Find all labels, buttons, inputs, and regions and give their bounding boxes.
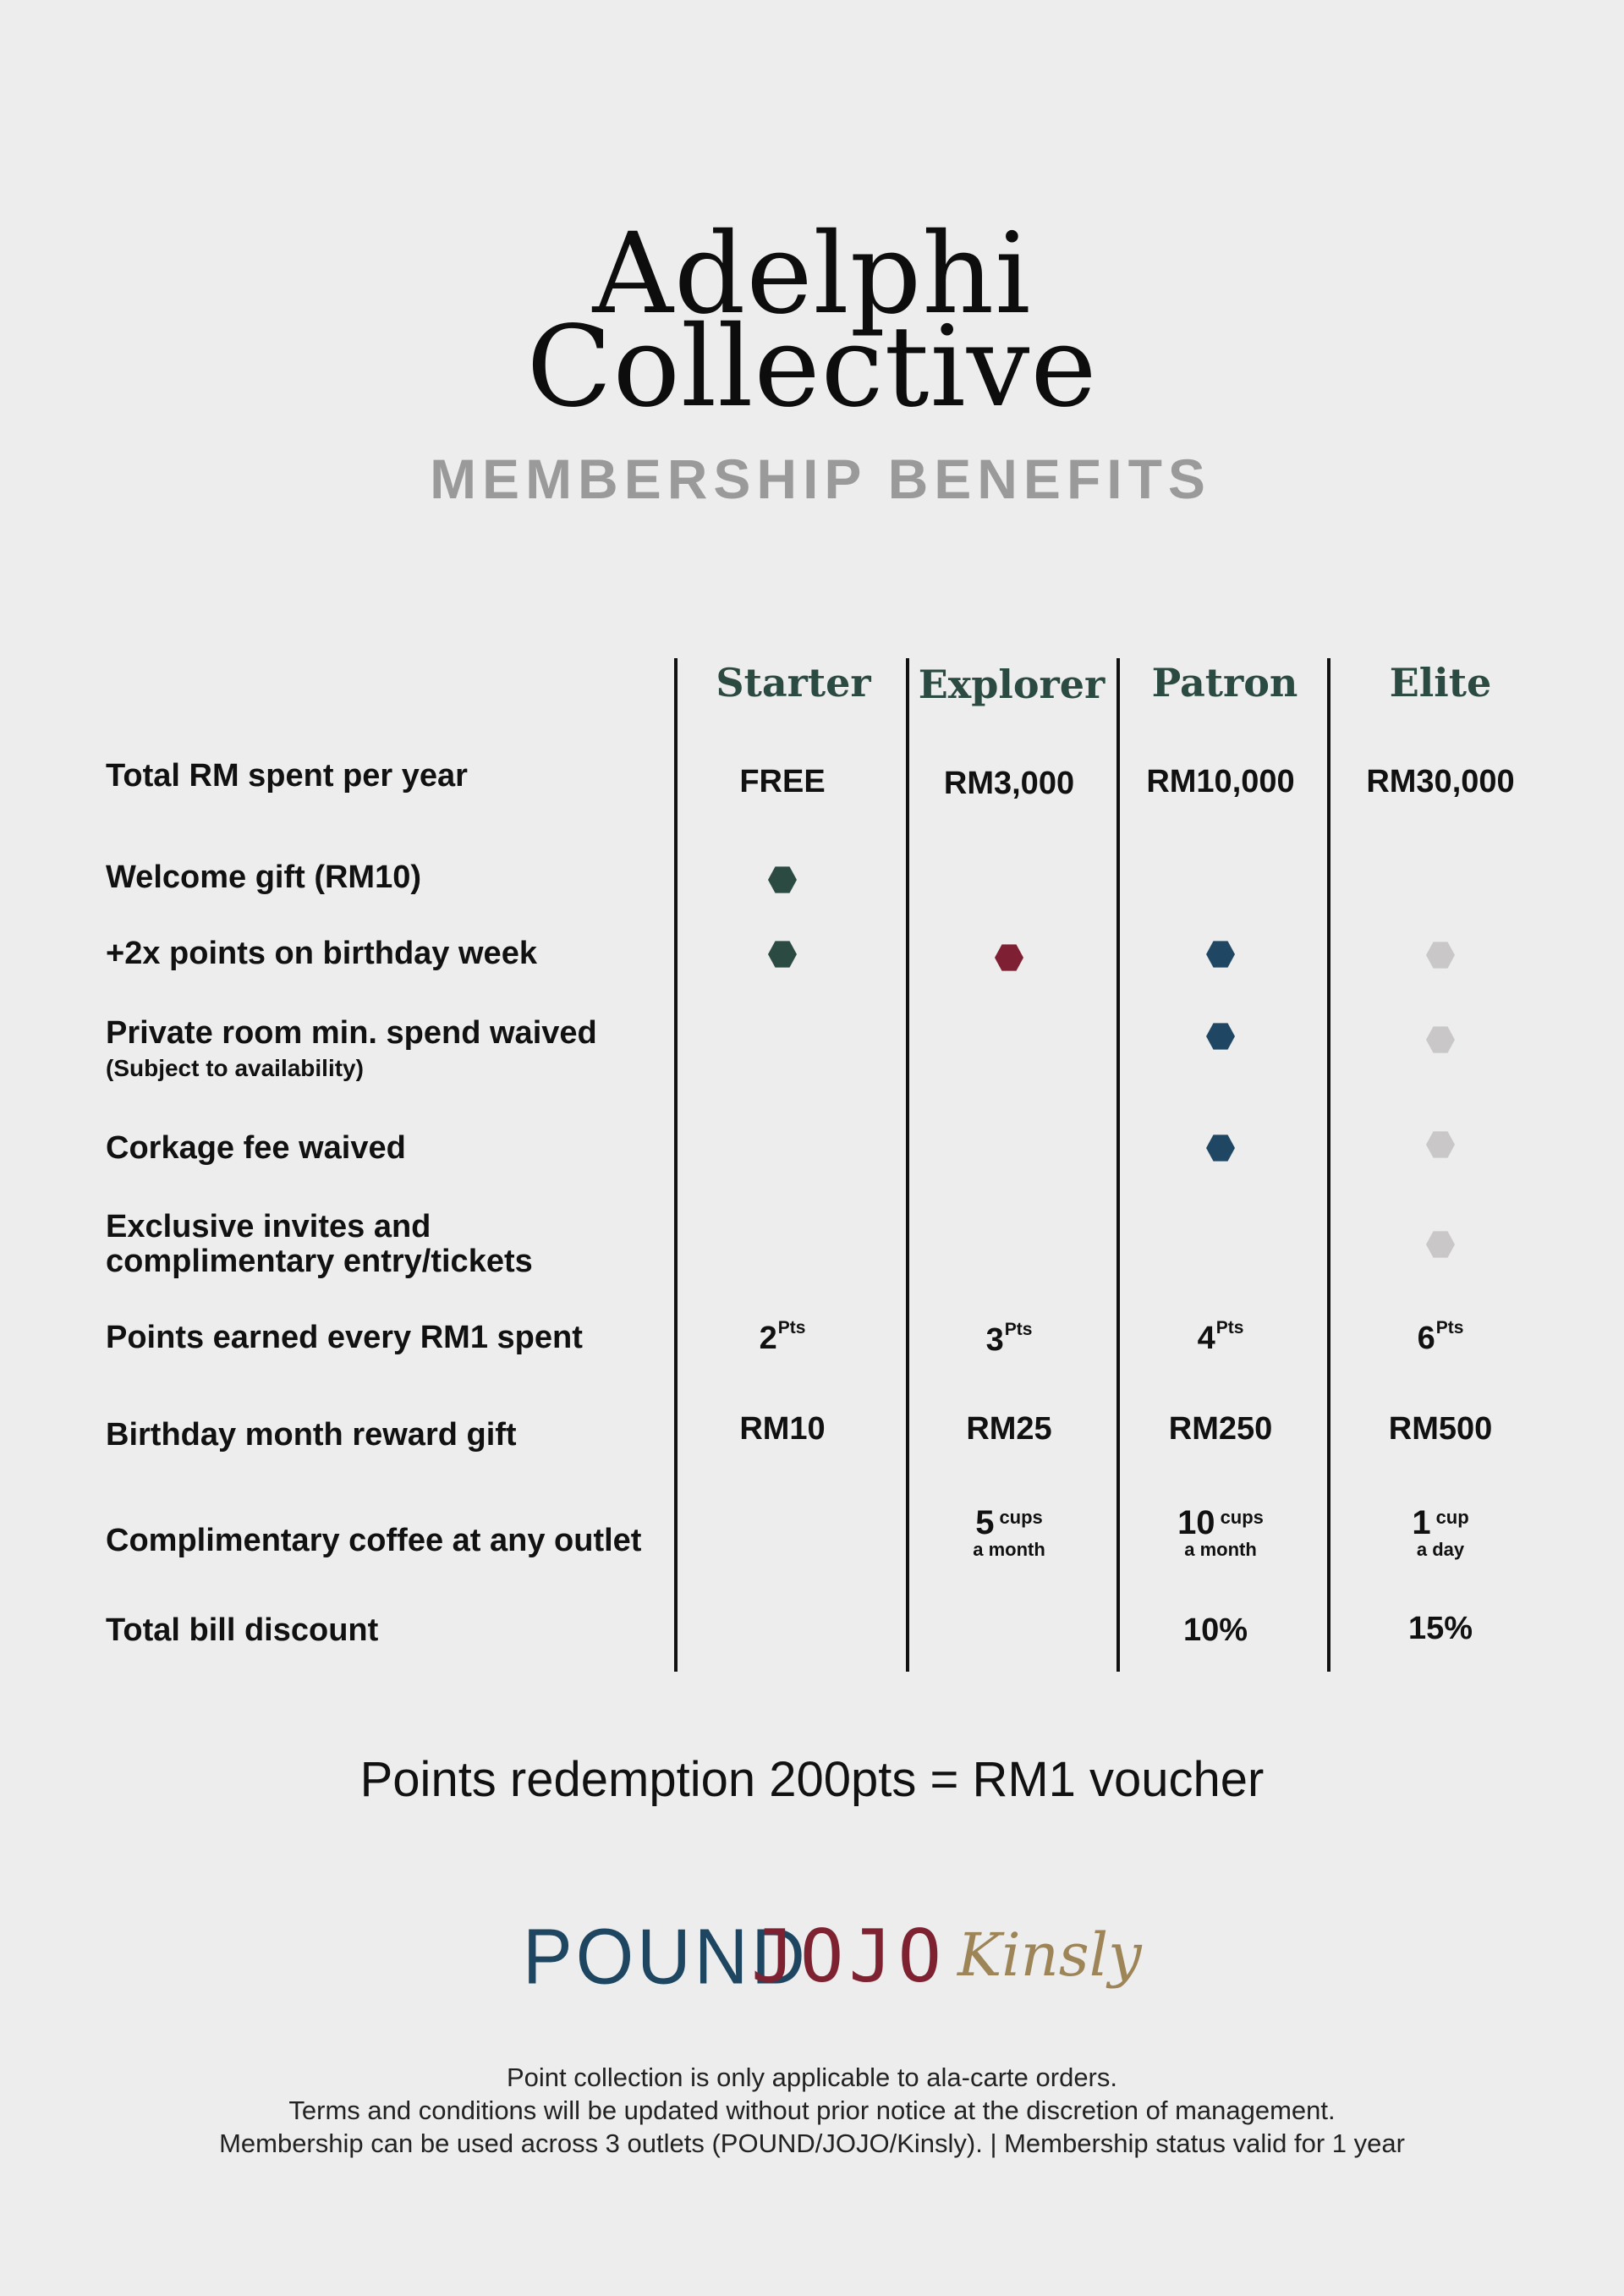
tier-header-patron: Patron <box>1151 660 1298 706</box>
footer-line-1: Point collection is only applicable to ala-carte orders. <box>507 2063 1117 2092</box>
birthday-points-elite-check-icon <box>1426 941 1455 969</box>
private-room-note: (Subject to availability) <box>106 1055 364 1081</box>
row-label-bill-discount: Total bill discount <box>106 1612 379 1648</box>
coffee-patron: 10 $^{cups}$ a month <box>1177 1504 1264 1560</box>
row-label-birthday-points: +2x points on birthday week <box>106 936 537 971</box>
bill-discount-elite: 15% <box>1407 1611 1473 1646</box>
tier-header-starter: Starter <box>716 660 871 706</box>
corkage-patron-check-icon <box>1206 1134 1235 1162</box>
row-label-points-earned: Points earned every RM1 spent <box>106 1320 583 1355</box>
points-earned-elite: $6^{Pts}$ <box>1417 1318 1464 1356</box>
total-spent-starter: FREE <box>739 764 826 799</box>
birthday-points-explorer-check-icon <box>995 943 1023 972</box>
tier-header-elite: Elite <box>1389 660 1492 706</box>
birthday-gift-elite: RM500 <box>1388 1411 1493 1447</box>
birthday-gift-starter: RM10 <box>739 1411 826 1447</box>
coffee-elite: 1 $^{cup}$ a day <box>1412 1504 1469 1560</box>
jojo-logo: JOJO <box>751 1914 947 1999</box>
coffee-explorer: 5 $^{cups}$ a month <box>973 1504 1045 1560</box>
points-earned-explorer: $3^{Pts}$ <box>985 1320 1033 1358</box>
private-room-patron-check-icon <box>1206 1022 1235 1051</box>
footer-line-3: Membership can be used across 3 outlets (POUND/JOJO/Kinsly). | Membership status valid for 1 year <box>219 2128 1405 2158</box>
points-redemption-text: Points redemption 200pts = RM1 voucher <box>359 1752 1265 1807</box>
row-label-exclusive-invites <box>106 1210 533 1279</box>
total-spent-elite: RM30,000 <box>1366 764 1515 799</box>
private-room-label: Private room min. spend waived <box>106 1015 597 1051</box>
exclusive-invites-line-2: complimentary entry/tickets <box>106 1244 533 1280</box>
row-label-birthday-gift: Birthday month reward gift <box>106 1417 517 1453</box>
total-spent-explorer: RM3,000 <box>943 766 1075 801</box>
birthday-gift-explorer: RM25 <box>966 1411 1052 1447</box>
points-earned-starter: $2^{Pts}$ <box>759 1318 806 1356</box>
bill-discount-patron: 10% <box>1182 1612 1248 1648</box>
private-room-elite-check-icon <box>1426 1025 1455 1054</box>
total-spent-patron: RM10,000 <box>1146 764 1295 799</box>
row-label-private-room <box>106 1015 597 1082</box>
row-label-total-spent: Total RM spent per year <box>106 758 468 794</box>
birthday-points-patron-check-icon <box>1206 940 1235 969</box>
points-earned-patron: $4^{Pts}$ <box>1197 1318 1244 1356</box>
welcome-gift-starter-check-icon <box>768 865 797 894</box>
row-label-corkage: Corkage fee waived <box>106 1130 406 1166</box>
birthday-points-starter-check-icon <box>768 940 797 969</box>
tier-header-explorer: Explorer <box>918 662 1106 707</box>
column-divider <box>674 658 678 1672</box>
birthday-gift-patron: RM250 <box>1168 1411 1273 1447</box>
brand-name-line-1: Adelphi <box>592 209 1032 339</box>
kinsly-logo: Kinsly <box>957 1920 1142 1990</box>
exclusive-invites-elite-check-icon <box>1426 1230 1455 1259</box>
row-label-welcome-gift: Welcome gift (RM10) <box>106 860 422 895</box>
page-subtitle: MEMBERSHIP BENEFITS <box>430 448 1211 510</box>
footer-line-2: Terms and conditions will be updated without prior notice at the discretion of management. <box>288 2096 1336 2125</box>
row-label-coffee: Complimentary coffee at any outlet <box>106 1523 642 1558</box>
corkage-elite-check-icon <box>1426 1130 1455 1159</box>
pound-logo: POUND <box>523 1912 809 2001</box>
brand-name-line-2: Collective <box>526 302 1098 432</box>
exclusive-invites-line-1: Exclusive invites and <box>106 1209 431 1244</box>
